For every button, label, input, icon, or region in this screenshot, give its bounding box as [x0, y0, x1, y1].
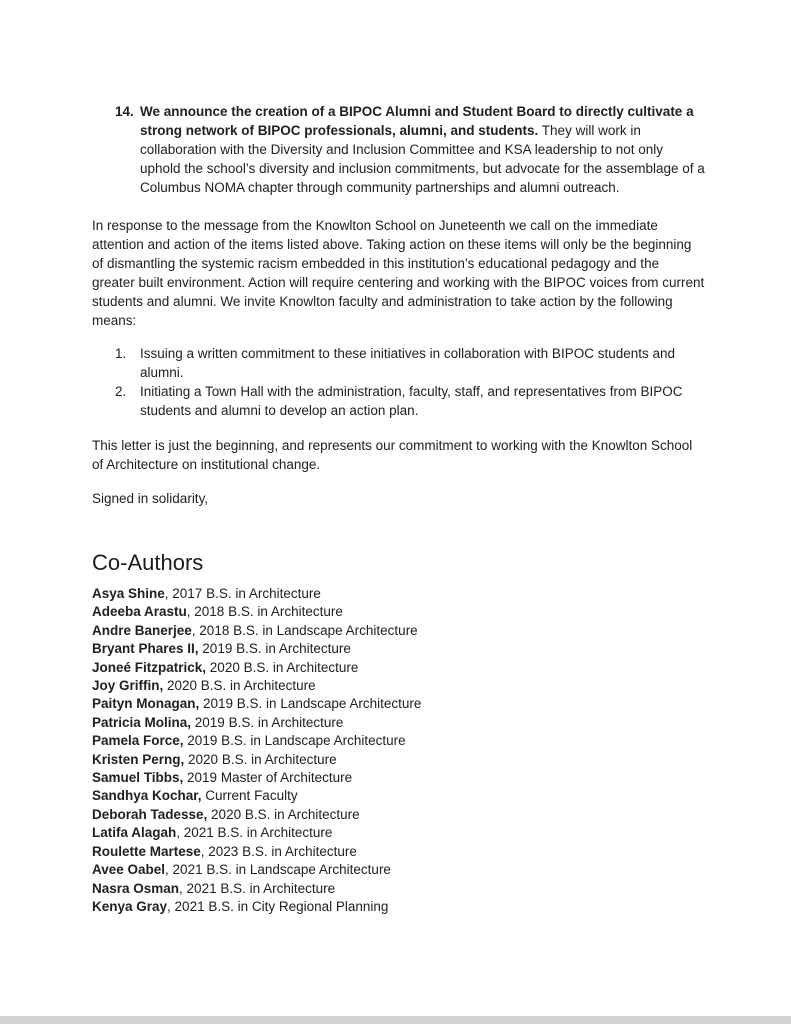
response-paragraph: In response to the message from the Knowlton School on Juneteenth we call on the immediate attention and action of the items listed above. Taking action on these items will only be the beginning of dismantling the systemic racism embedded in this institution’s educational pedagogy and the greater built environment. Action will require centering and working with the BIPOC voices from current students and alumni. We invite Knowlton faculty and administration to take action by the following means: — [92, 218, 705, 328]
coauthor-name: Joneé Fitzpatrick, — [92, 659, 207, 675]
coauthors-list — [92, 585, 705, 916]
coauthor-name: Adeeba Arastu — [92, 604, 187, 620]
coauthor-name: Latifa Alagah — [92, 825, 177, 841]
coauthor-detail: 2019 B.S. in Landscape Architecture — [199, 696, 422, 712]
action-2-text: Initiating a Town Hall with the administration, faculty, staff, and representatives from BIPOC students and alumni to develop an action plan. — [140, 384, 683, 418]
coauthor-detail: 2020 B.S. in Architecture — [184, 751, 337, 767]
coauthor-entry — [92, 861, 705, 879]
item-14-text — [140, 102, 705, 197]
coauthor-detail: 2019 B.S. in Architecture — [191, 714, 344, 730]
coauthor-entry — [92, 824, 705, 842]
item-14-rest: They will work in collaboration with the Diversity and Inclusion Committee and KSA leadership to not only uphold the school’s diversity and inclusion commitments, but advocate for the assemblage of a Columbus NOMA chapter through community partnerships and alumni outreach. — [140, 123, 705, 195]
coauthor-name: Bryant Phares II, — [92, 641, 199, 657]
action-1-marker: 1. — [115, 346, 127, 361]
coauthor-name: Joy Griffin, — [92, 678, 164, 694]
coauthor-entry — [92, 880, 705, 898]
coauthor-detail: , 2021 B.S. in Architecture — [176, 825, 333, 841]
coauthor-entry — [92, 622, 705, 640]
coauthor-detail: , 2021 B.S. in Landscape Architecture — [165, 862, 391, 878]
coauthor-detail: , 2018 B.S. in Landscape Architecture — [191, 622, 418, 638]
numbered-item-14 — [92, 102, 705, 197]
closing-paragraph: This letter is just the beginning, and represents our commitment to working with the Knowlton School of Architecture on institutional change. — [92, 438, 693, 472]
signoff-line: Signed in solidarity, — [92, 491, 209, 506]
coauthor-name: Kristen Perng, — [92, 751, 185, 767]
coauthor-detail: , 2017 B.S. in Architecture — [164, 586, 321, 601]
coauthor-entry — [92, 732, 705, 750]
coauthor-detail: 2020 B.S. in Architecture — [207, 806, 360, 822]
letter-body — [92, 102, 705, 916]
coauthor-name: Roulette Martese — [92, 843, 201, 859]
coauthor-entry — [92, 787, 705, 805]
action-item — [92, 382, 705, 420]
coauthor-name: Sandhya Kochar, — [92, 788, 202, 804]
item-14-marker: 14. — [115, 104, 134, 119]
coauthor-entry — [92, 677, 705, 695]
coauthor-detail: 2019 B.S. in Landscape Architecture — [183, 733, 406, 749]
coauthor-name: Patricia Molina, — [92, 714, 192, 730]
coauthor-entry — [92, 695, 705, 713]
action-item — [92, 344, 705, 382]
coauthors-heading: Co-Authors — [92, 550, 204, 575]
coauthor-entry — [92, 769, 705, 787]
coauthor-detail: 2019 Master of Architecture — [183, 770, 353, 786]
coauthor-detail: 2020 B.S. in Architecture — [206, 659, 359, 675]
page-bottom-edge — [0, 1016, 791, 1024]
coauthor-entry — [92, 640, 705, 658]
coauthor-detail: 2019 B.S. in Architecture — [198, 641, 351, 657]
action-1-text: Issuing a written commitment to these initiatives in collaboration with BIPOC students and alumni. — [140, 346, 676, 380]
coauthor-detail: , 2021 B.S. in City Regional Planning — [167, 898, 389, 914]
coauthor-detail: , 2023 B.S. in Architecture — [200, 843, 357, 859]
coauthor-name: Andre Banerjee — [92, 622, 192, 638]
coauthor-name: Pamela Force, — [92, 733, 184, 749]
coauthor-entry — [92, 714, 705, 732]
coauthor-entry — [92, 603, 705, 621]
coauthor-entry — [92, 585, 705, 603]
coauthor-detail: , 2018 B.S. in Architecture — [186, 604, 343, 620]
coauthor-detail: 2020 B.S. in Architecture — [163, 678, 316, 694]
coauthor-name: Samuel Tibbs, — [92, 770, 184, 786]
action-2-marker: 2. — [115, 384, 127, 399]
coauthor-name: Paityn Monagan, — [92, 696, 200, 712]
coauthor-name: Asya Shine — [92, 586, 165, 601]
coauthor-entry — [92, 806, 705, 824]
item-14-bold-lead: We announce the creation of a BIPOC Alumni and Student Board to directly cultivate a strong network of BIPOC professionals, alumni, and students. — [140, 104, 694, 138]
coauthor-detail: , 2021 B.S. in Architecture — [179, 880, 336, 896]
coauthor-entry — [92, 659, 705, 677]
coauthor-entry — [92, 843, 705, 861]
coauthor-detail: Current Faculty — [201, 788, 298, 804]
coauthor-name: Kenya Gray — [92, 898, 168, 914]
action-list — [92, 344, 705, 420]
coauthor-entry — [92, 751, 705, 769]
coauthor-name: Avee Oabel — [92, 862, 166, 878]
coauthor-entry — [92, 898, 705, 916]
coauthor-name: Nasra Osman — [92, 880, 180, 896]
coauthor-name: Deborah Tadesse, — [92, 806, 208, 822]
